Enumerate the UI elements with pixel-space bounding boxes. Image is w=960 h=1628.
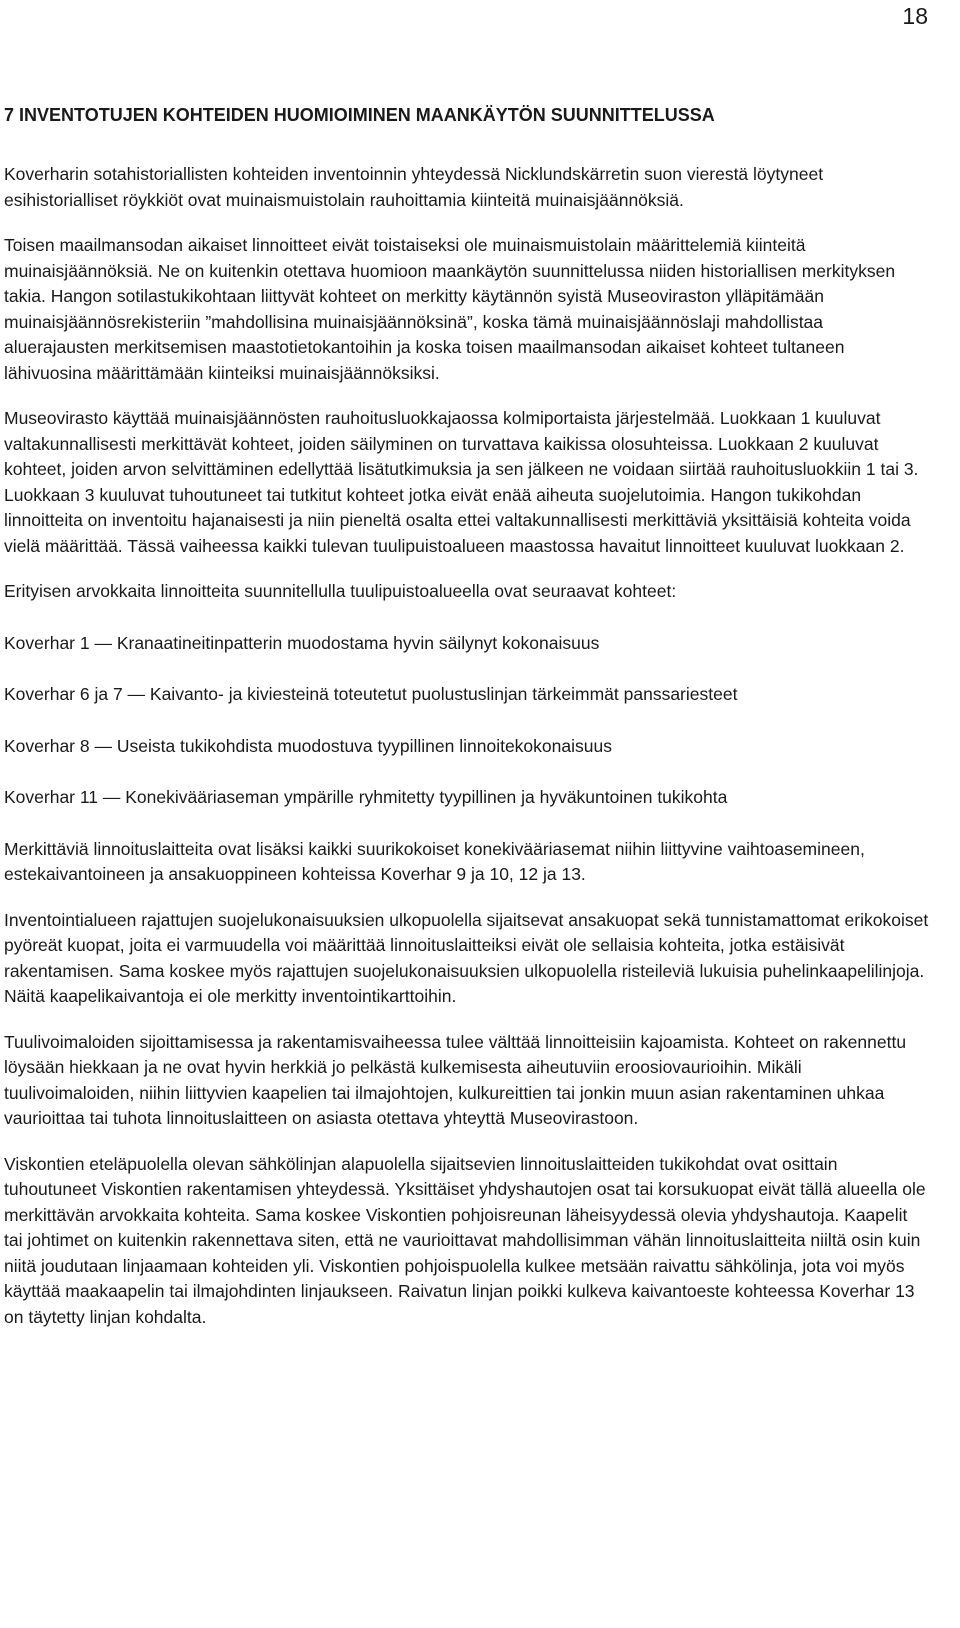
paragraph: Museovirasto käyttää muinaisjäännösten rauhoitusluokkajaossa kolmiportaista järjestelmää. Luokkaan 1 kuuluvat valtakunnallisesti merkittävät kohteet, joiden säilyminen on turvattava kaikissa olosuhteissa. Luokkaan 2 kuuluvat kohteet, joiden arvon selvittäminen edellyttää lisätutkimuksia ja sen jälkeen ne voidaan siirtää rauhoitusluokkiin 1 tai 3. Luokkaan 3 kuuluvat tuhoutuneet tai tutkitut kohteet jotka eivät enää aiheuta suojelutoimia. Hangon tukikohdan linnoitteita on inventoitu hajanaisesti ja niin pieneltä osalta ettei valtakunnallisesti merkittäviä yksittäisiä kohteita voida vielä määrittää. Tässä vaiheessa kaikki tulevan tuulipuistoalueen maastossa havaitut linnoitteet kuuluvat luokkaan 2. [4,408,919,556]
list-item: Koverhar 8 — Useista tukikohdista muodostuva tyypillinen linnoitekokonaisuus [4,735,612,756]
section-heading: 7 INVENTOTUJEN KOHTEIDEN HUOMIOIMINEN MAANKÄYTÖN SUUNNITTELUSSA [4,105,715,125]
paragraph: Inventointialueen rajattujen suojelukonaisuuksien ulkopuolella sijaitsevat ansakuopat sekä tunnistamattomat erikokoiset pyöreät kuopat, joita ei varmuudella voi määrittää linnoituslaitteiksi eivät ole sellaisia kohteita, jotka estäisivät rakentamisen. Sama koskee myös rajattujen suojelukonaisuuksien ulkopuolella risteileviä lukuisia puhelinkaapelilinjoja. Näitä kaapelikaivantoja ei ole merkitty inventointikarttoihin. [4,909,929,1006]
paragraph: Toisen maailmansodan aikaiset linnoitteet eivät toistaiseksi ole muinaismuistolain määrittelemiä kiinteitä muinaisjäännöksiä. Ne on kuitenkin otettava huomioon maankäytön suunnittelussa niiden historiallisen merkityksen takia. Hangon sotilastukikohtaan liittyvät kohteet on merkitty käytännön syistä Museoviraston ylläpitämään muinaisjäännösrekisteriin ”mahdollisina muinaisjäännöksinä”, koska tämä muinaisjäännöslaji mahdollistaa aluerajausten merkitsemisen maastotietokantoihin ja koska toisen maailmansodan aikaiset kohteet tultaneen lähivuosina määrittämään kiinteiksi muinaisjäännöksiksi. [4,235,896,383]
list-item: Koverhar 1 — Kranaatineitinpatterin muodostama hyvin säilynyt kokonaisuus [4,632,600,653]
paragraph: Tuulivoimaloiden sijoittamisessa ja rakentamisvaiheessa tulee välttää linnoitteisiin kajoamista. Kohteet on rakennettu löysään hiekkaan ja ne ovat hyvin herkkiä jo pelkästä kulkemisesta aiheutuviin eroosiovaurioihin. Mikäli tuulivoimaloiden, niihin liittyvien kaapelien tai ilmajohtojen, kulkureittien tai jonkin muun asian rakentaminen uhkaa vaurioittaa tai tuhota linnoituslaitteen on asiasta otettava yhteyttä Museovirastoon. [4,1031,907,1128]
paragraph: Viskontien eteläpuolella olevan sähkölinjan alapuolella sijaitsevien linnoituslaitteiden tukikohdat ovat osittain tuhoutuneet Viskontien rakentamisen yhteydessä. Yksittäiset yhdyshautojen osat tai korsukuopat eivät tällä alueella ole merkittävän arvokkaita kohteita. Sama koskee Viskontien pohjoisreunan läheisyydessä olevia yhdyshautoja. Kaapelit tai johtimet on kuitenkin rakennettava siten, että ne vaurioittavat mahdollisimman vähän linnoituslaitteita niiltä osin kuin niitä joudutaan linjaamaan kohteiden yli. Viskontien pohjoispuolella kulkee metsään raivattu sähkölinja, jota voi myös käyttää maakaapelin tai ilmajohdinten linjaukseen. Raivatun linjan poikki kulkeva kaivantoeste kohteessa Koverhar 13 on täytetty linjan kohdalta. [4,1153,926,1327]
list-item: Koverhar 11 — Konekivääriaseman ympärille ryhmitetty tyypillinen ja hyväkuntoinen tukikohta [4,787,728,807]
paragraph: Erityisen arvokkaita linnoitteita suunnitellulla tuulipuistoalueella ovat seuraavat kohteet: [4,581,677,601]
list-item: Koverhar 6 ja 7 — Kaivanto- ja kiviesteinä toteutetut puolustuslinjan tärkeimmät panssariesteet [4,684,738,704]
paragraph: Koverharin sotahistoriallisten kohteiden inventoinnin yhteydessä Nicklundskärretin suon vierestä löytyneet esihistorialliset röykkiöt ovat muinaismuistolain rauhoittamia kiinteitä muinaisjäännöksiä. [4,164,824,210]
page-number: 18 [902,3,928,29]
document-body [4,103,930,1350]
paragraph: Merkittäviä linnoituslaitteita ovat lisäksi kaikki suurikokoiset konekivääriasemat niihin liittyvine vaihtoasemineen, estekaivantoineen ja ansakuoppineen kohteissa Koverhar 9 ja 10, 12 ja 13. [4,838,865,884]
